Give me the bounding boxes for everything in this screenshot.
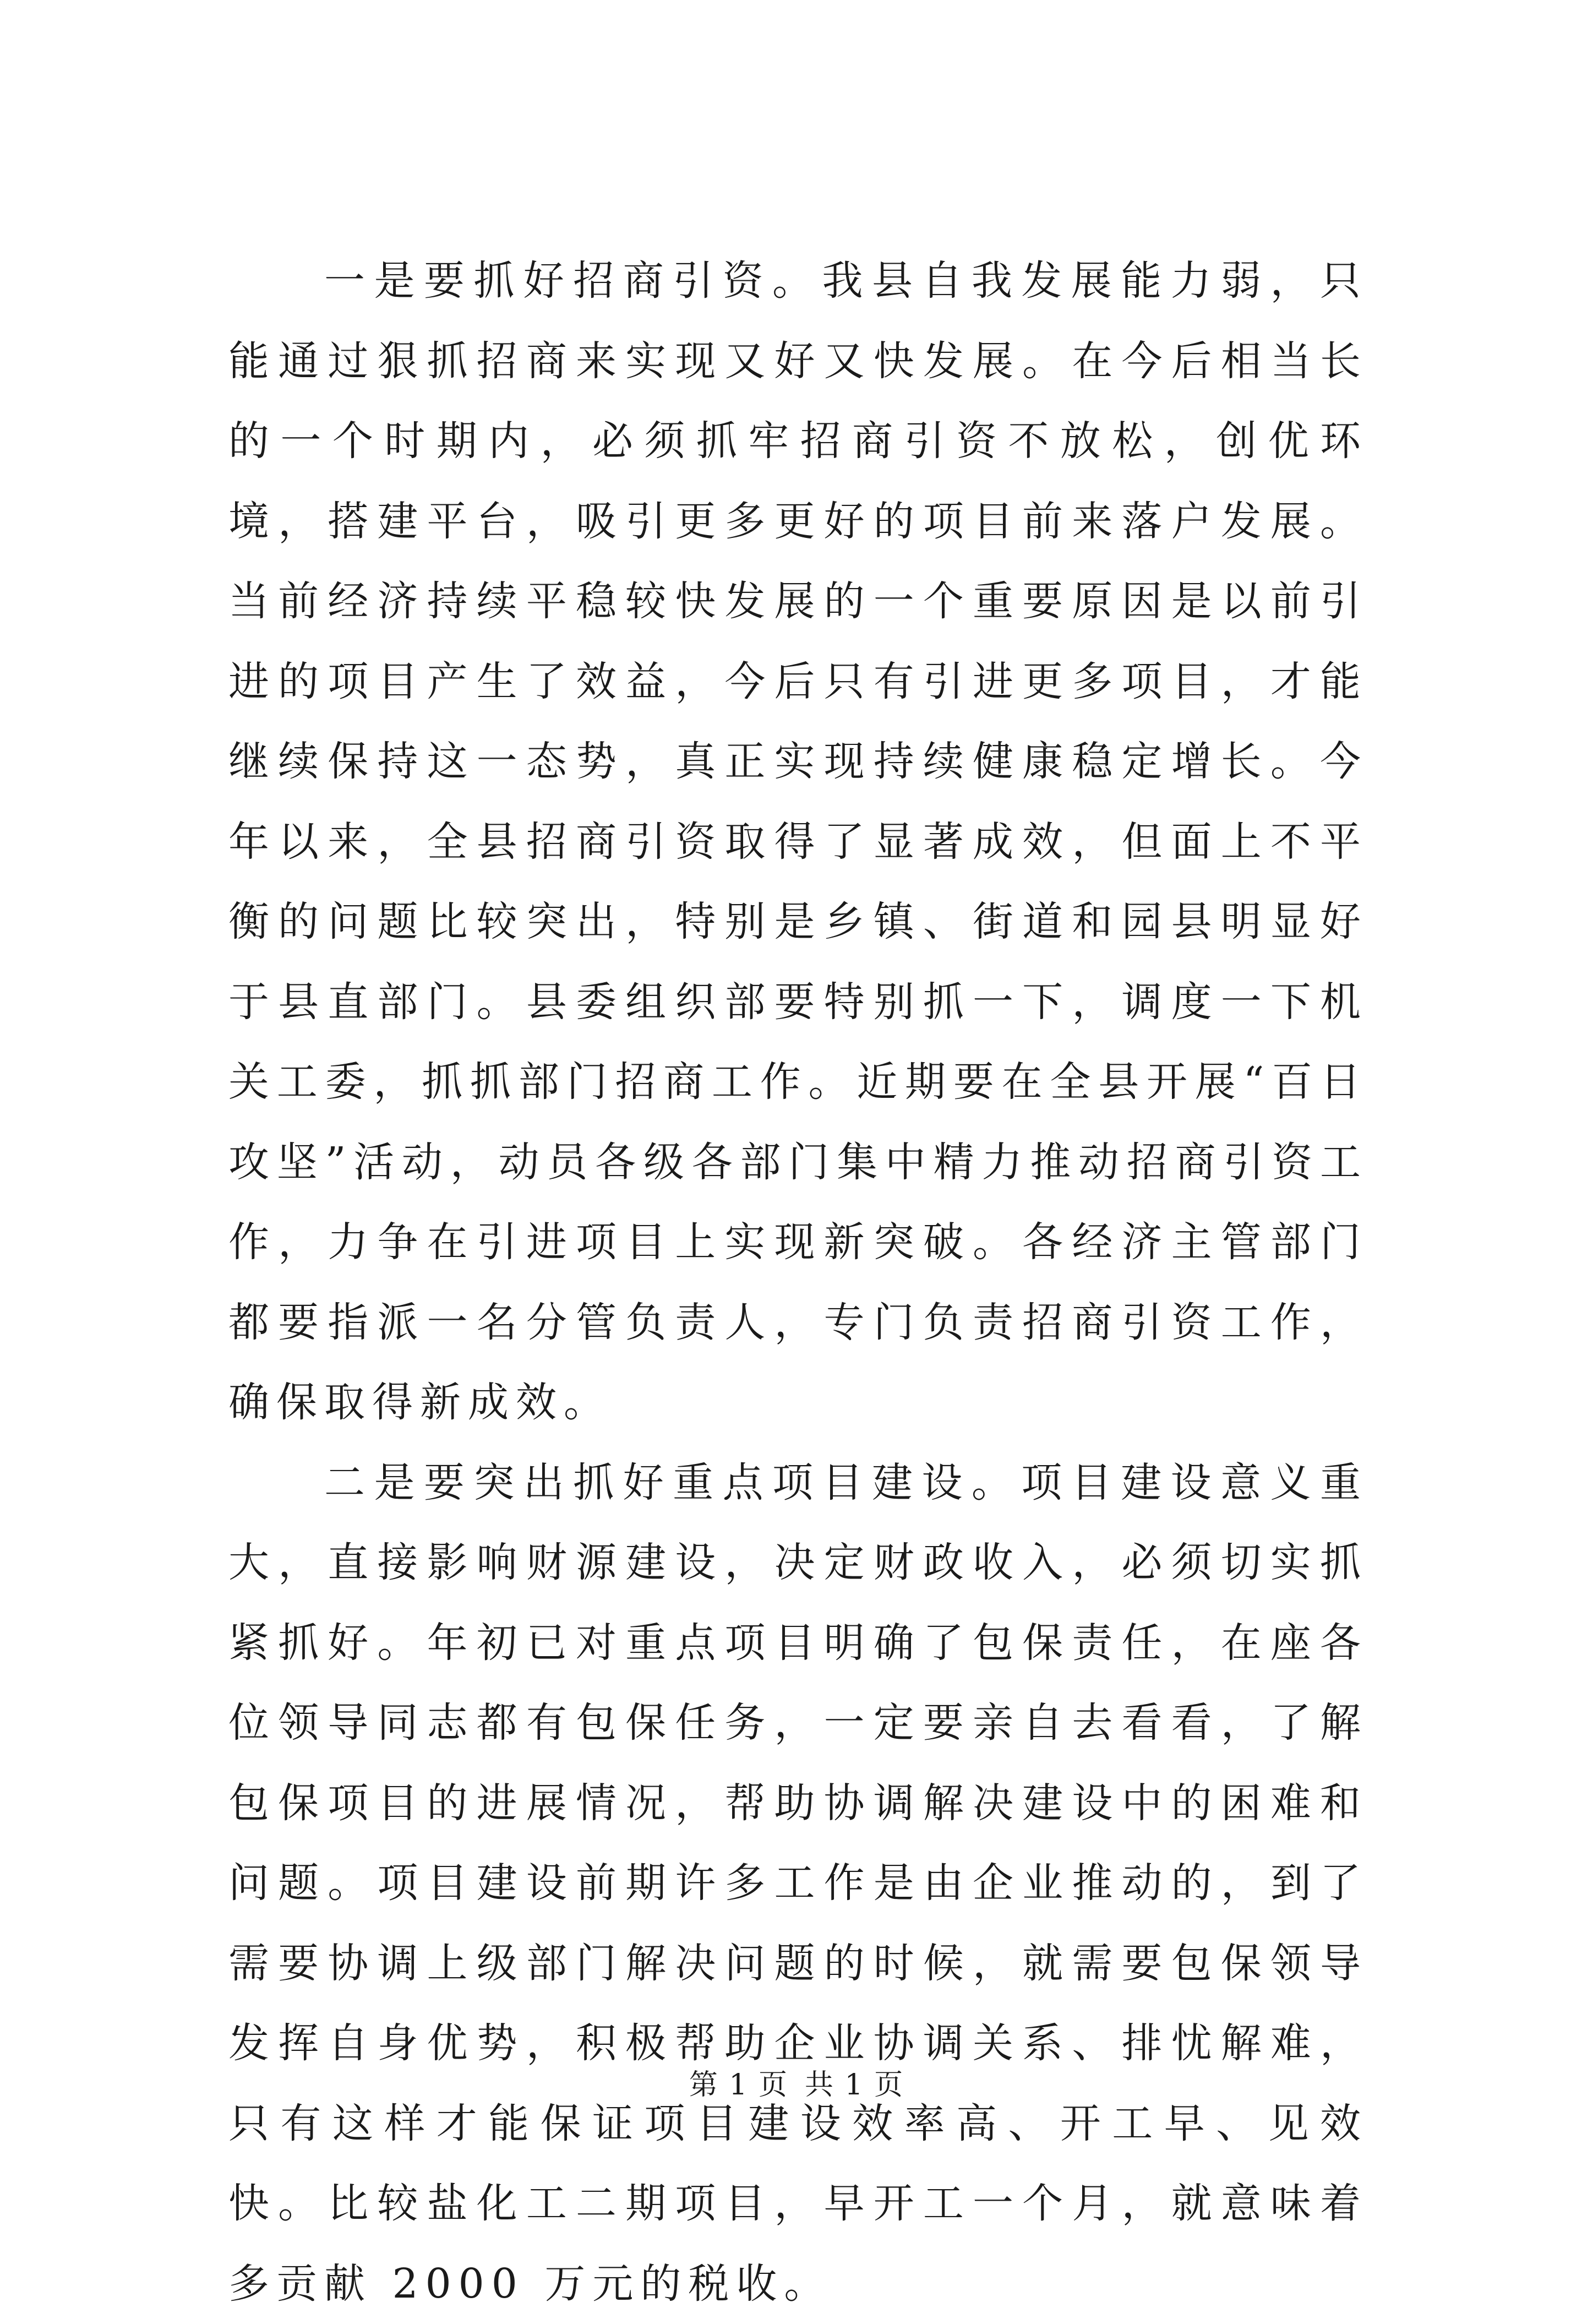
page-total: 共 1 页 — [805, 2066, 904, 2104]
document-body — [228, 241, 1368, 2324]
paragraph-investment: 一是要抓好招商引资。我县自我发展能力弱，只能通过狠抓招商来实现又好又快发展。在今后相当长的一个时期内，必须抓牢招商引资不放松，创优环境，搭建平台，吸引更多更好的项目前来落户发展。当前经济持续平稳较快发展的一个重要原因是以前引进的项目产生了效益，今后只有引进更多项目，才能继续保持这一态势，真正实现持续健康稳定增长。今年以来，全县招商引资取得了显著成效，但面上不平衡的问题比较突出，特别是乡镇、街道和园县明显好于县直部门。县委组织部要特别抓一下，调度一下机关工委，抓抓部门招商工作。近期要在全县开展“百日攻坚”活动，动员各级各部门集中精力推动招商引资工作，力争在引进项目上实现新突破。各经济主管部门都要指派一名分管负责人，专门负责招商引资工作，确保取得新成效。 — [228, 241, 1368, 1443]
paragraph-key-projects: 二是要突出抓好重点项目建设。项目建设意义重大，直接影响财源建设，决定财政收入，必须切实抓紧抓好。年初已对重点项目明确了包保责任，在座各位领导同志都有包保任务，一定要亲自去看看，了解包保项目的进展情况，帮助协调解决建设中的困难和问题。项目建设前期许多工作是由企业推动的，到了需要协调上级部门解决问题的时候，就需要包保领导发挥自身优势，积极帮助企业协调关系、排忧解难，只有这样才能保证项目建设效率高、开工早、见效快。比较盐化工二期项目，早开工一个月，就意味着多贡献 2000 万元的税收。 — [228, 1443, 1368, 2324]
page-footer — [0, 2066, 1593, 2104]
page-number: 第 1 页 — [689, 2066, 788, 2104]
